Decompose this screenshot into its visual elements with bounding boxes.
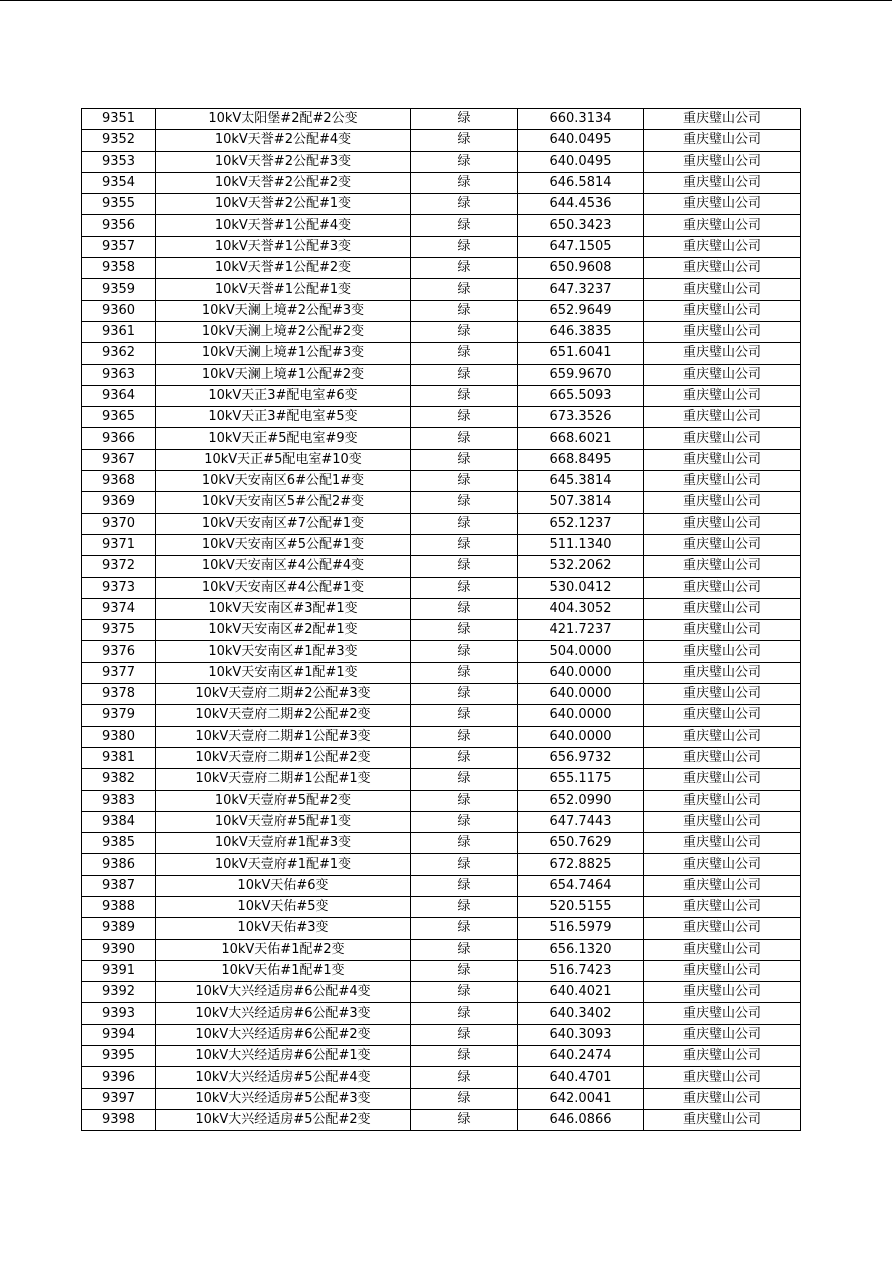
status-color-cell: 绿 — [411, 109, 518, 130]
table-row — [82, 279, 801, 300]
row-number-cell: 9377 — [82, 662, 156, 683]
company-cell: 重庆璧山公司 — [644, 620, 801, 641]
status-color-cell: 绿 — [411, 854, 518, 875]
transformer-name-cell: 10kV天安南区#4公配#1变 — [156, 577, 411, 598]
status-color-cell: 绿 — [411, 130, 518, 151]
company-cell: 重庆璧山公司 — [644, 662, 801, 683]
company-cell: 重庆璧山公司 — [644, 726, 801, 747]
value-cell: 640.3402 — [518, 1003, 644, 1024]
status-color-cell: 绿 — [411, 598, 518, 619]
company-cell: 重庆璧山公司 — [644, 918, 801, 939]
value-cell: 672.8825 — [518, 854, 644, 875]
status-color-cell: 绿 — [411, 215, 518, 236]
status-color-cell: 绿 — [411, 982, 518, 1003]
page-top-border — [0, 0, 892, 1]
transformer-name-cell: 10kV天壹府#1配#1变 — [156, 854, 411, 875]
row-number-cell: 9378 — [82, 684, 156, 705]
row-number-cell: 9386 — [82, 854, 156, 875]
table-row — [82, 769, 801, 790]
transformer-name-cell: 10kV天壹府二期#1公配#1变 — [156, 769, 411, 790]
status-color-cell: 绿 — [411, 194, 518, 215]
value-cell: 647.1505 — [518, 236, 644, 257]
transformer-name-cell: 10kV大兴经适房#6公配#2变 — [156, 1024, 411, 1045]
transformer-name-cell: 10kV天壹府二期#1公配#3变 — [156, 726, 411, 747]
row-number-cell: 9392 — [82, 982, 156, 1003]
table-row — [82, 321, 801, 342]
transformer-name-cell: 10kV天壹府二期#2公配#2变 — [156, 705, 411, 726]
table-row — [82, 534, 801, 555]
company-cell: 重庆璧山公司 — [644, 641, 801, 662]
value-cell: 404.3052 — [518, 598, 644, 619]
company-cell: 重庆璧山公司 — [644, 1067, 801, 1088]
status-color-cell: 绿 — [411, 492, 518, 513]
row-number-cell: 9362 — [82, 343, 156, 364]
row-number-cell: 9393 — [82, 1003, 156, 1024]
row-number-cell: 9379 — [82, 705, 156, 726]
transformer-name-cell: 10kV天誉#2公配#2变 — [156, 172, 411, 193]
company-cell: 重庆璧山公司 — [644, 1024, 801, 1045]
row-number-cell: 9358 — [82, 258, 156, 279]
table-row — [82, 726, 801, 747]
table-row — [82, 513, 801, 534]
status-color-cell: 绿 — [411, 385, 518, 406]
company-cell: 重庆璧山公司 — [644, 577, 801, 598]
table-row — [82, 598, 801, 619]
company-cell: 重庆璧山公司 — [644, 1003, 801, 1024]
value-cell: 640.3093 — [518, 1024, 644, 1045]
row-number-cell: 9353 — [82, 151, 156, 172]
company-cell: 重庆璧山公司 — [644, 300, 801, 321]
company-cell: 重庆璧山公司 — [644, 321, 801, 342]
table-row — [82, 790, 801, 811]
company-cell: 重庆璧山公司 — [644, 364, 801, 385]
status-color-cell: 绿 — [411, 449, 518, 470]
status-color-cell: 绿 — [411, 428, 518, 449]
company-cell: 重庆璧山公司 — [644, 705, 801, 726]
value-cell: 504.0000 — [518, 641, 644, 662]
table-row — [82, 1088, 801, 1109]
transformer-name-cell: 10kV大兴经适房#5公配#4变 — [156, 1067, 411, 1088]
table-row — [82, 449, 801, 470]
status-color-cell: 绿 — [411, 364, 518, 385]
transformer-name-cell: 10kV天安南区5#公配2#变 — [156, 492, 411, 513]
company-cell: 重庆璧山公司 — [644, 833, 801, 854]
status-color-cell: 绿 — [411, 662, 518, 683]
transformer-name-cell: 10kV天壹府#5配#1变 — [156, 811, 411, 832]
transformer-name-cell: 10kV天安南区#2配#1变 — [156, 620, 411, 641]
value-cell: 650.7629 — [518, 833, 644, 854]
company-cell: 重庆璧山公司 — [644, 534, 801, 555]
company-cell: 重庆璧山公司 — [644, 684, 801, 705]
value-cell: 642.0041 — [518, 1088, 644, 1109]
value-cell: 640.0495 — [518, 151, 644, 172]
value-cell: 530.0412 — [518, 577, 644, 598]
row-number-cell: 9384 — [82, 811, 156, 832]
transformer-name-cell: 10kV天佑#1配#2变 — [156, 939, 411, 960]
company-cell: 重庆璧山公司 — [644, 769, 801, 790]
status-color-cell: 绿 — [411, 534, 518, 555]
transformer-name-cell: 10kV天安南区#4公配#4变 — [156, 556, 411, 577]
transformer-name-cell: 10kV天誉#1公配#3变 — [156, 236, 411, 257]
transformer-name-cell: 10kV大兴经适房#5公配#2变 — [156, 1109, 411, 1130]
status-color-cell: 绿 — [411, 918, 518, 939]
company-cell: 重庆璧山公司 — [644, 130, 801, 151]
status-color-cell: 绿 — [411, 939, 518, 960]
company-cell: 重庆璧山公司 — [644, 428, 801, 449]
status-color-cell: 绿 — [411, 620, 518, 641]
row-number-cell: 9363 — [82, 364, 156, 385]
value-cell: 640.4701 — [518, 1067, 644, 1088]
row-number-cell: 9371 — [82, 534, 156, 555]
transformer-name-cell: 10kV天壹府#1配#3变 — [156, 833, 411, 854]
row-number-cell: 9381 — [82, 747, 156, 768]
table-row — [82, 875, 801, 896]
value-cell: 647.3237 — [518, 279, 644, 300]
table-row — [82, 215, 801, 236]
status-color-cell: 绿 — [411, 1046, 518, 1067]
status-color-cell: 绿 — [411, 471, 518, 492]
company-cell: 重庆璧山公司 — [644, 1088, 801, 1109]
status-color-cell: 绿 — [411, 258, 518, 279]
value-cell: 507.3814 — [518, 492, 644, 513]
transformer-name-cell: 10kV天佑#5变 — [156, 896, 411, 917]
row-number-cell: 9395 — [82, 1046, 156, 1067]
transformer-name-cell: 10kV天安南区#7公配#1变 — [156, 513, 411, 534]
row-number-cell: 9385 — [82, 833, 156, 854]
transformer-name-cell: 10kV天誉#1公配#1变 — [156, 279, 411, 300]
status-color-cell: 绿 — [411, 513, 518, 534]
value-cell: 640.0495 — [518, 130, 644, 151]
table-row — [82, 811, 801, 832]
status-color-cell: 绿 — [411, 1067, 518, 1088]
transformer-name-cell: 10kV天安南区6#公配1#变 — [156, 471, 411, 492]
company-cell: 重庆璧山公司 — [644, 896, 801, 917]
table-row — [82, 300, 801, 321]
transformer-name-cell: 10kV天安南区#5公配#1变 — [156, 534, 411, 555]
data-table — [81, 108, 801, 1131]
row-number-cell: 9391 — [82, 960, 156, 981]
company-cell: 重庆璧山公司 — [644, 258, 801, 279]
transformer-name-cell: 10kV天誉#2公配#3变 — [156, 151, 411, 172]
row-number-cell: 9380 — [82, 726, 156, 747]
value-cell: 640.0000 — [518, 662, 644, 683]
row-number-cell: 9351 — [82, 109, 156, 130]
status-color-cell: 绿 — [411, 769, 518, 790]
status-color-cell: 绿 — [411, 300, 518, 321]
row-number-cell: 9374 — [82, 598, 156, 619]
value-cell: 640.0000 — [518, 705, 644, 726]
value-cell: 421.7237 — [518, 620, 644, 641]
company-cell: 重庆璧山公司 — [644, 407, 801, 428]
value-cell: 644.4536 — [518, 194, 644, 215]
value-cell: 673.3526 — [518, 407, 644, 428]
transformer-name-cell: 10kV天安南区#1配#3变 — [156, 641, 411, 662]
value-cell: 652.1237 — [518, 513, 644, 534]
status-color-cell: 绿 — [411, 726, 518, 747]
status-color-cell: 绿 — [411, 172, 518, 193]
status-color-cell: 绿 — [411, 896, 518, 917]
transformer-name-cell: 10kV天澜上境#1公配#3变 — [156, 343, 411, 364]
row-number-cell: 9366 — [82, 428, 156, 449]
status-color-cell: 绿 — [411, 684, 518, 705]
value-cell: 655.1175 — [518, 769, 644, 790]
row-number-cell: 9356 — [82, 215, 156, 236]
table-row — [82, 492, 801, 513]
status-color-cell: 绿 — [411, 407, 518, 428]
status-color-cell: 绿 — [411, 747, 518, 768]
row-number-cell: 9352 — [82, 130, 156, 151]
table-row — [82, 1109, 801, 1130]
company-cell: 重庆璧山公司 — [644, 790, 801, 811]
row-number-cell: 9388 — [82, 896, 156, 917]
company-cell: 重庆璧山公司 — [644, 598, 801, 619]
company-cell: 重庆璧山公司 — [644, 151, 801, 172]
value-cell: 668.6021 — [518, 428, 644, 449]
row-number-cell: 9383 — [82, 790, 156, 811]
table-row — [82, 939, 801, 960]
company-cell: 重庆璧山公司 — [644, 236, 801, 257]
row-number-cell: 9357 — [82, 236, 156, 257]
table-row — [82, 109, 801, 130]
value-cell: 665.5093 — [518, 385, 644, 406]
status-color-cell: 绿 — [411, 641, 518, 662]
table-row — [82, 641, 801, 662]
transformer-name-cell: 10kV天澜上境#2公配#3变 — [156, 300, 411, 321]
status-color-cell: 绿 — [411, 705, 518, 726]
row-number-cell: 9390 — [82, 939, 156, 960]
company-cell: 重庆璧山公司 — [644, 811, 801, 832]
status-color-cell: 绿 — [411, 1003, 518, 1024]
table-row — [82, 960, 801, 981]
row-number-cell: 9375 — [82, 620, 156, 641]
status-color-cell: 绿 — [411, 811, 518, 832]
row-number-cell: 9389 — [82, 918, 156, 939]
value-cell: 659.9670 — [518, 364, 644, 385]
value-cell: 640.0000 — [518, 684, 644, 705]
company-cell: 重庆璧山公司 — [644, 982, 801, 1003]
company-cell: 重庆璧山公司 — [644, 854, 801, 875]
company-cell: 重庆璧山公司 — [644, 109, 801, 130]
company-cell: 重庆璧山公司 — [644, 279, 801, 300]
status-color-cell: 绿 — [411, 875, 518, 896]
value-cell: 656.9732 — [518, 747, 644, 768]
company-cell: 重庆璧山公司 — [644, 513, 801, 534]
status-color-cell: 绿 — [411, 1024, 518, 1045]
status-color-cell: 绿 — [411, 279, 518, 300]
company-cell: 重庆璧山公司 — [644, 194, 801, 215]
value-cell: 640.4021 — [518, 982, 644, 1003]
transformer-name-cell: 10kV天壹府二期#1公配#2变 — [156, 747, 411, 768]
transformer-name-cell: 10kV大兴经适房#5公配#3变 — [156, 1088, 411, 1109]
row-number-cell: 9382 — [82, 769, 156, 790]
table-row — [82, 896, 801, 917]
value-cell: 660.3134 — [518, 109, 644, 130]
row-number-cell: 9376 — [82, 641, 156, 662]
table-row — [82, 172, 801, 193]
row-number-cell: 9397 — [82, 1088, 156, 1109]
company-cell: 重庆璧山公司 — [644, 172, 801, 193]
value-cell: 668.8495 — [518, 449, 644, 470]
company-cell: 重庆璧山公司 — [644, 747, 801, 768]
status-color-cell: 绿 — [411, 1088, 518, 1109]
row-number-cell: 9365 — [82, 407, 156, 428]
company-cell: 重庆璧山公司 — [644, 1046, 801, 1067]
value-cell: 652.9649 — [518, 300, 644, 321]
status-color-cell: 绿 — [411, 236, 518, 257]
table-row — [82, 1003, 801, 1024]
value-cell: 520.5155 — [518, 896, 644, 917]
row-number-cell: 9364 — [82, 385, 156, 406]
table-row — [82, 343, 801, 364]
table-row — [82, 918, 801, 939]
table-row — [82, 982, 801, 1003]
value-cell: 656.1320 — [518, 939, 644, 960]
row-number-cell: 9355 — [82, 194, 156, 215]
status-color-cell: 绿 — [411, 960, 518, 981]
table-row — [82, 407, 801, 428]
transformer-name-cell: 10kV大兴经适房#6公配#1变 — [156, 1046, 411, 1067]
table-row — [82, 194, 801, 215]
transformer-name-cell: 10kV天佑#3变 — [156, 918, 411, 939]
value-cell: 516.7423 — [518, 960, 644, 981]
row-number-cell: 9372 — [82, 556, 156, 577]
status-color-cell: 绿 — [411, 343, 518, 364]
row-number-cell: 9394 — [82, 1024, 156, 1045]
value-cell: 640.0000 — [518, 726, 644, 747]
transformer-name-cell: 10kV天安南区#3配#1变 — [156, 598, 411, 619]
company-cell: 重庆璧山公司 — [644, 939, 801, 960]
value-cell: 650.3423 — [518, 215, 644, 236]
transformer-name-cell: 10kV天澜上境#2公配#2变 — [156, 321, 411, 342]
table-row — [82, 130, 801, 151]
status-color-cell: 绿 — [411, 577, 518, 598]
status-color-cell: 绿 — [411, 151, 518, 172]
row-number-cell: 9359 — [82, 279, 156, 300]
table-row — [82, 1024, 801, 1045]
row-number-cell: 9396 — [82, 1067, 156, 1088]
row-number-cell: 9369 — [82, 492, 156, 513]
company-cell: 重庆璧山公司 — [644, 471, 801, 492]
row-number-cell: 9370 — [82, 513, 156, 534]
status-color-cell: 绿 — [411, 321, 518, 342]
company-cell: 重庆璧山公司 — [644, 875, 801, 896]
company-cell: 重庆璧山公司 — [644, 556, 801, 577]
table-row — [82, 364, 801, 385]
table-row — [82, 1067, 801, 1088]
row-number-cell: 9398 — [82, 1109, 156, 1130]
table-row — [82, 385, 801, 406]
table-row — [82, 833, 801, 854]
transformer-name-cell: 10kV天誉#1公配#2变 — [156, 258, 411, 279]
table-row — [82, 236, 801, 257]
row-number-cell: 9367 — [82, 449, 156, 470]
table-row — [82, 620, 801, 641]
table-row — [82, 556, 801, 577]
value-cell: 646.5814 — [518, 172, 644, 193]
value-cell: 511.1340 — [518, 534, 644, 555]
value-cell: 654.7464 — [518, 875, 644, 896]
value-cell: 651.6041 — [518, 343, 644, 364]
table-row — [82, 151, 801, 172]
value-cell: 650.9608 — [518, 258, 644, 279]
transformer-name-cell: 10kV天佑#1配#1变 — [156, 960, 411, 981]
company-cell: 重庆璧山公司 — [644, 343, 801, 364]
value-cell: 640.2474 — [518, 1046, 644, 1067]
table-row — [82, 258, 801, 279]
transformer-name-cell: 10kV天壹府二期#2公配#3变 — [156, 684, 411, 705]
company-cell: 重庆璧山公司 — [644, 385, 801, 406]
transformer-name-cell: 10kV大兴经适房#6公配#3变 — [156, 1003, 411, 1024]
value-cell: 646.3835 — [518, 321, 644, 342]
row-number-cell: 9361 — [82, 321, 156, 342]
row-number-cell: 9373 — [82, 577, 156, 598]
transformer-name-cell: 10kV天正3#配电室#5变 — [156, 407, 411, 428]
value-cell: 532.2062 — [518, 556, 644, 577]
table-row — [82, 1046, 801, 1067]
status-color-cell: 绿 — [411, 790, 518, 811]
company-cell: 重庆璧山公司 — [644, 960, 801, 981]
transformer-name-cell: 10kV太阳堡#2配#2公变 — [156, 109, 411, 130]
transformer-name-cell: 10kV天壹府#5配#2变 — [156, 790, 411, 811]
transformer-name-cell: 10kV天誉#1公配#4变 — [156, 215, 411, 236]
transformer-name-cell: 10kV天正3#配电室#6变 — [156, 385, 411, 406]
table-row — [82, 747, 801, 768]
transformer-name-cell: 10kV天佑#6变 — [156, 875, 411, 896]
value-cell: 647.7443 — [518, 811, 644, 832]
row-number-cell: 9368 — [82, 471, 156, 492]
transformer-name-cell: 10kV天誉#2公配#1变 — [156, 194, 411, 215]
row-number-cell: 9360 — [82, 300, 156, 321]
table-row — [82, 705, 801, 726]
transformer-name-cell: 10kV天誉#2公配#4变 — [156, 130, 411, 151]
transformer-name-cell: 10kV天正#5配电室#10变 — [156, 449, 411, 470]
company-cell: 重庆璧山公司 — [644, 492, 801, 513]
table-row — [82, 471, 801, 492]
table-row — [82, 854, 801, 875]
table-body — [82, 109, 801, 1131]
company-cell: 重庆璧山公司 — [644, 215, 801, 236]
status-color-cell: 绿 — [411, 833, 518, 854]
row-number-cell: 9387 — [82, 875, 156, 896]
value-cell: 646.0866 — [518, 1109, 644, 1130]
value-cell: 645.3814 — [518, 471, 644, 492]
transformer-name-cell: 10kV天正#5配电室#9变 — [156, 428, 411, 449]
table-row — [82, 684, 801, 705]
company-cell: 重庆璧山公司 — [644, 1109, 801, 1130]
status-color-cell: 绿 — [411, 556, 518, 577]
row-number-cell: 9354 — [82, 172, 156, 193]
value-cell: 652.0990 — [518, 790, 644, 811]
status-color-cell: 绿 — [411, 1109, 518, 1130]
transformer-name-cell: 10kV天安南区#1配#1变 — [156, 662, 411, 683]
transformer-name-cell: 10kV大兴经适房#6公配#4变 — [156, 982, 411, 1003]
table-row — [82, 577, 801, 598]
table-row — [82, 662, 801, 683]
value-cell: 516.5979 — [518, 918, 644, 939]
transformer-name-cell: 10kV天澜上境#1公配#2变 — [156, 364, 411, 385]
company-cell: 重庆璧山公司 — [644, 449, 801, 470]
table-row — [82, 428, 801, 449]
